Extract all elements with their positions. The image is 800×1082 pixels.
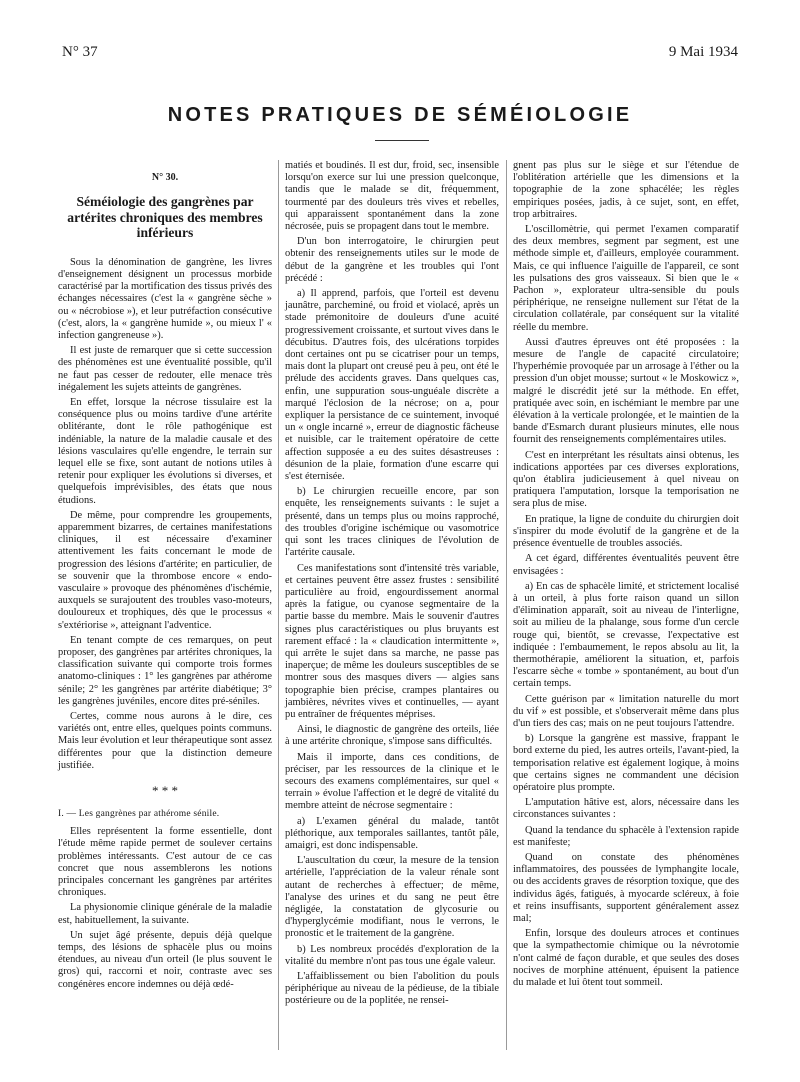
paragraph: Ainsi, le diagnostic de gangrène des orteils, liée à une artérite chronique, s'impose sans difficultés.	[285, 724, 499, 748]
paragraph: Elles représentent la forme essentielle, dont l'étude même rapide permet de soulever certains problèmes intéressants. C'est autour de ce cas concret que nous assemblerons les notions principales concernant les gangrènes par artérites chroniques.	[58, 826, 272, 899]
paragraph: b) Le chirurgien recueille encore, par son enquête, les renseignements suivants : le sujet a présenté, dans un temps plus ou moins rapproché, des troubles d'origine ischémique ou vasomotrice qui sont les traces cliniques de l'évolution de l'artérite causale.	[285, 486, 499, 559]
paragraph: a) En cas de sphacèle limité, et strictement localisé à un orteil, à plus forte raison quand un sillon d'élimination apparaît, soit au niveau de l'interligne, soit au milieu de la phalange, sous forme d'un cercle rouge qui, bientôt, se crevasse, l'expectative est indiquée : l'embaumement, le repos absolu au lit, la thermothérapie, améliorent la situation, et, parfois l'escarre sèche « tombe » spontanément, au bout d'un certain temps.	[513, 580, 739, 690]
paragraph: Un sujet âgé présente, depuis déjà quelque temps, des lésions de sphacèle plus ou moins étendues, au niveau d'un orteil (le plus souvent le gros) qui, raccorni et noir, contraste avec ses congénères encore indemnes ou déjà œdé-	[58, 929, 272, 990]
issue-number: N° 37	[62, 44, 98, 60]
article-title: Séméiologie des gangrènes par artérites chroniques des membres inférieurs	[67, 194, 263, 241]
paragraph: Mais il importe, dans ces conditions, de préciser, par les ressources de la clinique et le secours des examens complémentaires, sur quel « terrain » évolue l'affection et le degré de vitalité du membre atteint de nécrose segmentaire :	[285, 751, 499, 812]
column-divider	[506, 160, 507, 1050]
paragraph: C'est en interprétant les résultats ainsi obtenus, les indications apportées par ces diverses explorations, qu'on établira judicieusement à quel niveau on pratiquera l'amputation, lorsque la temporisation ne sera plus de mise.	[513, 449, 739, 510]
paragraph: Aussi d'autres épreuves ont été proposées : la mesure de l'angle de capacité circulatoire; l'hyperhémie provoquée par un arrosage à l'éther ou la pression d'un objet mousse; surtout « le Moskowicz », malgré le discrédit jeté sur la méthode. En effet, pratiquée avec soin, en ischémiant le membre par une élévation à la verticale prolongée, et le maintien de la bande d'Esmarch durant plusieurs minutes, elle nous fournit des renseignements complémentaires utiles.	[513, 336, 739, 446]
paragraph: Cette guérison par « limitation naturelle du mort du vif » est possible, et s'observerait même dans plus d'un tiers des cas; mais on ne peut toujours l'attendre.	[513, 693, 739, 729]
paragraph: Quand la tendance du sphacèle à l'extension rapide est manifeste;	[513, 824, 739, 848]
paragraph: Enfin, lorsque des douleurs atroces et continues que la sympathectomie chimique ou la névrotomie n'ont calmé de façon durable, et que seules des doses nocives de morphine atténuent, épuisent la patience du malade et lui ôtent tout sommeil.	[513, 928, 739, 988]
paragraph: Certes, comme nous aurons à le dire, ces variétés ont, entre elles, quelques points communs. Mais leur évolution et leur thérapeutique sont assez différentes pour que la distinction demeure justifiée.	[58, 711, 272, 771]
column-divider	[278, 160, 279, 1050]
paragraph: gnent pas plus sur le siège et sur l'étendue de l'oblitération artérielle que les dimensions et la topographie de la zone sphacélée; les règles empiriques posées, jadis, à ce sujet, sont, en effet, trop arbitraires.	[513, 160, 739, 220]
paragraph: Il est juste de remarquer que si cette succession des phénomènes est une éventualité possible, qu'il ne faut pas cesser de redouter, elle menace très inégalement les sujets atteints de gangrènes.	[58, 345, 272, 393]
page-header	[62, 44, 738, 64]
paragraph: Quand on constate des phénomènes inflammatoires, des poussées de lymphangite locale, ou des accidents graves de résorption toxique, que des individus âgés, fatigués, à myocarde scléreux, à foie et reins insuffisants, supportent généralement assez mal;	[513, 851, 739, 924]
paragraph: De même, pour comprendre les groupements, apparemment bizarres, de certaines manifestations cliniques, il est nécessaire d'examiner attentivement les faits concernant le mode de progression des lésions d'artérite; en particulier, de se souvenir que la thrombose encore « endo-vasculaire » provoque des phénomènes d'ischémie, auxquels se surajoutent des troubles vaso-moteurs, douloureux et trophiques, dès que le processus « s'extériorise », atteignant l'adventice.	[58, 509, 272, 631]
page-title: NOTES PRATIQUES DE SÉMÉIOLOGIE	[167, 104, 633, 126]
paragraph: matiés et boudinés. Il est dur, froid, sec, insensible lorsqu'on exerce sur lui une pression quelconque, tandis que le malade se dit, fréquemment, tourmenté par des douleurs très vives et rebelles, qui apparaissent spontanément dans la zone nécrosée, puis se propagent dans tout le membre.	[285, 160, 499, 233]
paragraph: a) L'examen général du malade, tantôt pléthorique, aux temporales saillantes, tantôt pâle, amaigri, est donc indispensable.	[285, 815, 499, 851]
column-3	[513, 160, 739, 992]
paragraph: Ces manifestations sont d'intensité très variable, et certaines peuvent être assez frustes : sensibilité particulière au froid, engourdissement anormal après la fatigue, ou cyanose segmentaire de la partie basse du membre. Mais le souvenir d'autres signes plus caractéristiques ou plus bruyants est rarement effacé : la « claudication intermittente », qui arrête le sujet dans sa marche, ne passe pas inaperçue; de même les douleurs susceptibles de se montrer sous des masques divers — algies sans topographie bien précise, crampes plantaires ou jambières, névrites vives et continuelles, — ayant pu entraîner de fréquentes méprises.	[285, 562, 499, 720]
column-1-body	[58, 257, 272, 772]
paragraph: En tenant compte de ces remarques, on peut proposer, des gangrènes par artérites chroniques, la classification suivante qui comporte trois formes anatomo-cliniques : 1° les gangrènes par athérome sénile; 2° les gangrènes par artérite diabétique; 3° les gangrènes juvéniles, encore dites pré-séniles.	[58, 634, 272, 707]
paragraph: En effet, lorsque la nécrose tissulaire est la conséquence plus ou moins tardive d'une artérite oblitérante, dont le rôle pathogénique est indéniable, la nature de la maladie causale et des lésions vasculaires qu'elle engendre, le terrain sur lequel elle se fixe, sont autant de notions utiles à retenir pour expliquer les évolutions si diverses, et quelquefois imprévisibles, des états que nous étudions.	[58, 396, 272, 506]
column-1	[58, 160, 272, 994]
paragraph: En pratique, la ligne de conduite du chirurgien doit s'inspirer du mode évolutif de la gangrène et de la présence éventuelle de troubles associés.	[513, 513, 739, 550]
column-2	[285, 160, 499, 1011]
paragraph: La physionomie clinique générale de la maladie est, habituellement, la suivante.	[58, 902, 272, 926]
title-rule	[375, 140, 429, 141]
paragraph: b) Lorsque la gangrène est massive, frappant le bord externe du pied, les autres orteils, l'avant-pied, la temporisation relative est également logique, à moins que certains signes ne commandent une décision opératoire plus prompte.	[513, 733, 739, 793]
paragraph: L'affaiblissement ou bien l'abolition du pouls périphérique au niveau de la pédieuse, de la tibiale postérieure ou de la poplitée, ne rensei-	[285, 971, 499, 1007]
column-1-body-b	[58, 826, 272, 991]
issue-date: 9 Mai 1934	[668, 44, 738, 60]
paragraph: A cet égard, différentes éventualités peuvent être envisagées :	[513, 553, 739, 577]
paragraph: L'amputation hâtive est, alors, nécessaire dans les circonstances suivantes :	[513, 797, 739, 821]
paragraph: b) Les nombreux procédés d'exploration de la vitalité du membre n'ont pas tous une égale valeur.	[285, 943, 499, 967]
paragraph: L'oscillomètrie, qui permet l'examen comparatif des deux membres, segment par segment, est une méthode simple et, d'ailleurs, employée couramment. Mais, ce qui influence l'aiguille de l'appareil, ce sont les pulsations des gros vaisseaux. Si bien que le « Pachon », explorateur ultra-sensible du pouls périphérique, ne renseigne nullement sur l'état de la circulation collatérale, par conséquent sur la vitalité réelle du membre.	[513, 224, 739, 333]
paragraph: a) Il apprend, parfois, que l'orteil est devenu jaunâtre, parcheminé, ou froid et violacé, après un stade prémonitoire de douleurs d'une acuité progressivement croissante, et surtout vives dans le décubitus. D'autres fois, des ulcérations torpides dont certaines ont pu se cicatriser pour un temps, mais dont la plupart ont creusé peu à peu, ont été le prélude des accidents graves. Dans quelques cas, enfin, une suppuration sous-unguéale discrète a marqué l'éclosion de la nécrose; on a, pour expliquer la persistance de ce suintement, invoqué un « ongle incarné », erreur de diagnostic fâcheuse et nuisible, car le traitement opératoire de cette affection supposée a eu des suites désastreuses : désunion de la plaie, formation d'une escarre qui s'est éternisée.	[285, 288, 499, 483]
paragraph: L'auscultation du cœur, la mesure de la tension artérielle, l'appréciation de la valeur rénale sont autant de recherches à effectuer; de même, l'analyse des urines et du sang ne peut être négligée, la constatation de glycosurie ou d'hyperglycémie modifiant, nous le verrons, le pronostic et le traitement de la gangrène.	[285, 855, 499, 940]
section-heading: I. — Les gangrènes par athérome sénile.	[58, 809, 220, 820]
paragraph: Sous la dénomination de gangrène, les livres d'enseignement désignent un processus morbide caractérisé par la mortification des tissus privés des échanges nécessaires (c'est la « gangrène sèche » ou « nécrobiose »), et leur putréfaction consécutive (c'est, alors, la « gangrène humide », ou mieux l' « infection gangreneuse »).	[58, 256, 272, 341]
article-number: N° 30.	[151, 172, 179, 183]
paragraph: D'un bon interrogatoire, le chirurgien peut obtenir des renseignements utiles sur le mode de début de la gangrène et les troubles qui l'ont précédé :	[285, 236, 499, 284]
section-stars: * * *	[152, 783, 178, 799]
